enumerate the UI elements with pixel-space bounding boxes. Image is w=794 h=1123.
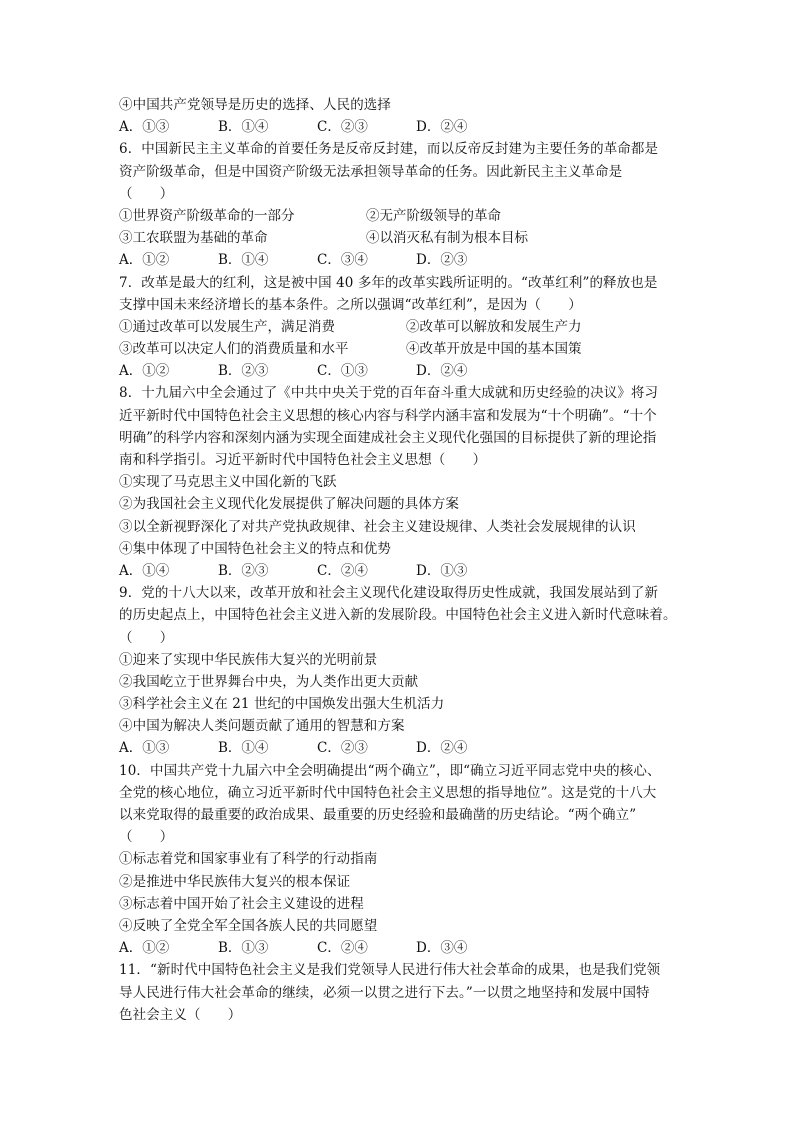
- answer-option: D．③④: [416, 940, 468, 957]
- answer-option: C．①③: [317, 363, 368, 380]
- statement: ④改革开放是中国的基本国策: [406, 341, 582, 358]
- statement: ①通过改革可以发展生产，满足消费: [119, 318, 335, 335]
- text-line: 南和科学指引。习近平新时代中国特色社会主义思想（ ）: [119, 452, 487, 468]
- answer-option: D．②④: [416, 119, 468, 136]
- answer-options: [119, 937, 679, 959]
- text-line: ②是推进中华民族伟大复兴的根本保证: [119, 873, 351, 890]
- text-line: ④中国为解决人类问题贡献了通用的智慧和方案: [119, 718, 405, 735]
- statement: ②改革可以解放和发展生产力: [406, 318, 582, 335]
- text-line: ③以全新视野深化了对共产党执政规律、社会主义建设规律、人类社会发展规律的认识: [119, 518, 636, 535]
- answer-options: [119, 737, 679, 759]
- answer-option: D．①③: [416, 562, 468, 579]
- statement-pair: [119, 205, 679, 227]
- text-line: ④集中体现了中国特色社会主义的特点和优势: [119, 540, 391, 557]
- question-content: [119, 94, 679, 1026]
- text-line: 7．改革是最大的红利，这是被中国 40 多年的改革实践所证明的。“改革红利”的释放也是: [119, 274, 658, 291]
- text-line: ①标志着党和国家事业有了科学的行动指南: [119, 851, 378, 868]
- text-line: 全党的核心地位，确立习近平新时代中国特色社会主义思想的指导地位”。这是党的十八大: [119, 784, 657, 801]
- statement: ③改革可以决定人们的消费质量和水平: [119, 341, 349, 358]
- answer-option: A．①②: [119, 252, 170, 269]
- text-line: 10．中国共产党十九届六中全会明确提出“两个确立”，即“确立习近平同志党中央的核心、: [119, 762, 661, 779]
- text-line: 以来党取得的最重要的政治成果、最重要的历史经验和最确凿的历史结论。“两个确立”: [119, 807, 637, 823]
- text-line: （ ）: [119, 629, 174, 646]
- answer-option: A．①③: [119, 119, 170, 136]
- answer-options: [119, 560, 679, 582]
- statement-pair: [119, 227, 679, 249]
- text-line: ①实现了马克思主义中国化新的飞跃: [119, 474, 337, 491]
- statement-pair: [119, 338, 679, 360]
- statement: ②无产阶级领导的革命: [366, 207, 501, 224]
- text-line: 近平新时代中国特色社会主义思想的核心内容与科学内涵丰富和发展为“十个明确”。“十个: [119, 407, 657, 424]
- text-line: ③科学社会主义在 21 世纪的中国焕发出强大生机活力: [119, 696, 445, 713]
- answer-option: C．②④: [317, 562, 368, 579]
- text-line: ④反映了全党全军全国各族人民的共同愿望: [119, 917, 378, 934]
- text-line: 导人民进行伟大社会革命的继续，必须一以贯之进行下去。”一以贯之地坚持和发展中国特: [119, 984, 650, 1001]
- answer-option: D．②④: [416, 740, 468, 757]
- text-line: ②为我国社会主义现代化发展提供了解决问题的具体方案: [119, 496, 459, 513]
- text-line: 9．党的十八大以来，改革开放和社会主义现代化建设取得历史性成就，我国发展站到了新: [119, 585, 659, 602]
- answer-option: B．②③: [218, 363, 269, 380]
- text-line: ①迎来了实现中华民族伟大复兴的光明前景: [119, 651, 378, 668]
- answer-option: B．①③: [218, 940, 269, 957]
- answer-option: B．①④: [218, 119, 269, 136]
- text-line: 6．中国新民主主义革命的首要任务是反帝反封建，而以反帝反封建为主要任务的革命都是: [119, 141, 659, 158]
- text-line: ③标志着中国开始了社会主义建设的进程: [119, 895, 364, 912]
- answer-option: B．①④: [218, 252, 269, 269]
- answer-option: D．②④: [416, 363, 468, 380]
- text-line: 明确”的科学内容和深刻内涵为实现全面建成社会主义现代化强国的目标提供了新的理论指: [119, 429, 657, 446]
- text-line: ②我国屹立于世界舞台中央，为人类作出更大贡献: [119, 673, 419, 690]
- text-line: ④中国共产党领导是历史的选择、人民的选择: [119, 97, 391, 113]
- statement-pair: [119, 316, 679, 338]
- answer-option: A．①②: [119, 363, 170, 380]
- text-line: 资产阶级革命，但是中国资产阶级无法承担领导革命的任务。因此新民主主义革命是: [119, 163, 623, 180]
- statement: ④以消灭私有制为根本目标: [366, 230, 528, 247]
- answer-option: C．②③: [317, 740, 368, 757]
- statement: ①世界资产阶级革命的一部分: [119, 207, 295, 224]
- answer-options: [119, 360, 679, 382]
- text-line: 11．“新时代中国特色社会主义是我们党领导人民进行伟大社会革命的成果，也是我们党领: [119, 962, 661, 979]
- answer-option: B．②③: [218, 562, 269, 579]
- answer-option: A．①③: [119, 740, 170, 757]
- answer-options: [119, 249, 679, 271]
- answer-option: A．①②: [119, 940, 170, 957]
- answer-option: C．②③: [317, 119, 368, 136]
- answer-options: [119, 116, 679, 138]
- text-line: （ ）: [119, 185, 174, 202]
- answer-option: C．②④: [317, 940, 368, 957]
- answer-option: D．②③: [416, 252, 468, 269]
- answer-option: B．①④: [218, 740, 269, 757]
- statement: ③工农联盟为基础的革命: [119, 230, 268, 247]
- answer-option: A．①④: [119, 562, 170, 579]
- text-line: 的历史起点上，中国特色社会主义进入新的发展阶段。中国特色社会主义进入新时代意味着。: [119, 607, 677, 624]
- answer-option: C．③④: [317, 252, 368, 269]
- text-line: 8．十九届六中全会通过了《中共中央关于党的百年奋斗重大成就和历史经验的决议》将习: [119, 385, 659, 402]
- text-line: 色社会主义（ ）: [119, 1006, 242, 1023]
- text-line: 支撑中国未来经济增长的基本条件。之所以强调“改革红利”，是因为（ ）: [119, 296, 582, 313]
- text-line: （ ）: [119, 829, 174, 846]
